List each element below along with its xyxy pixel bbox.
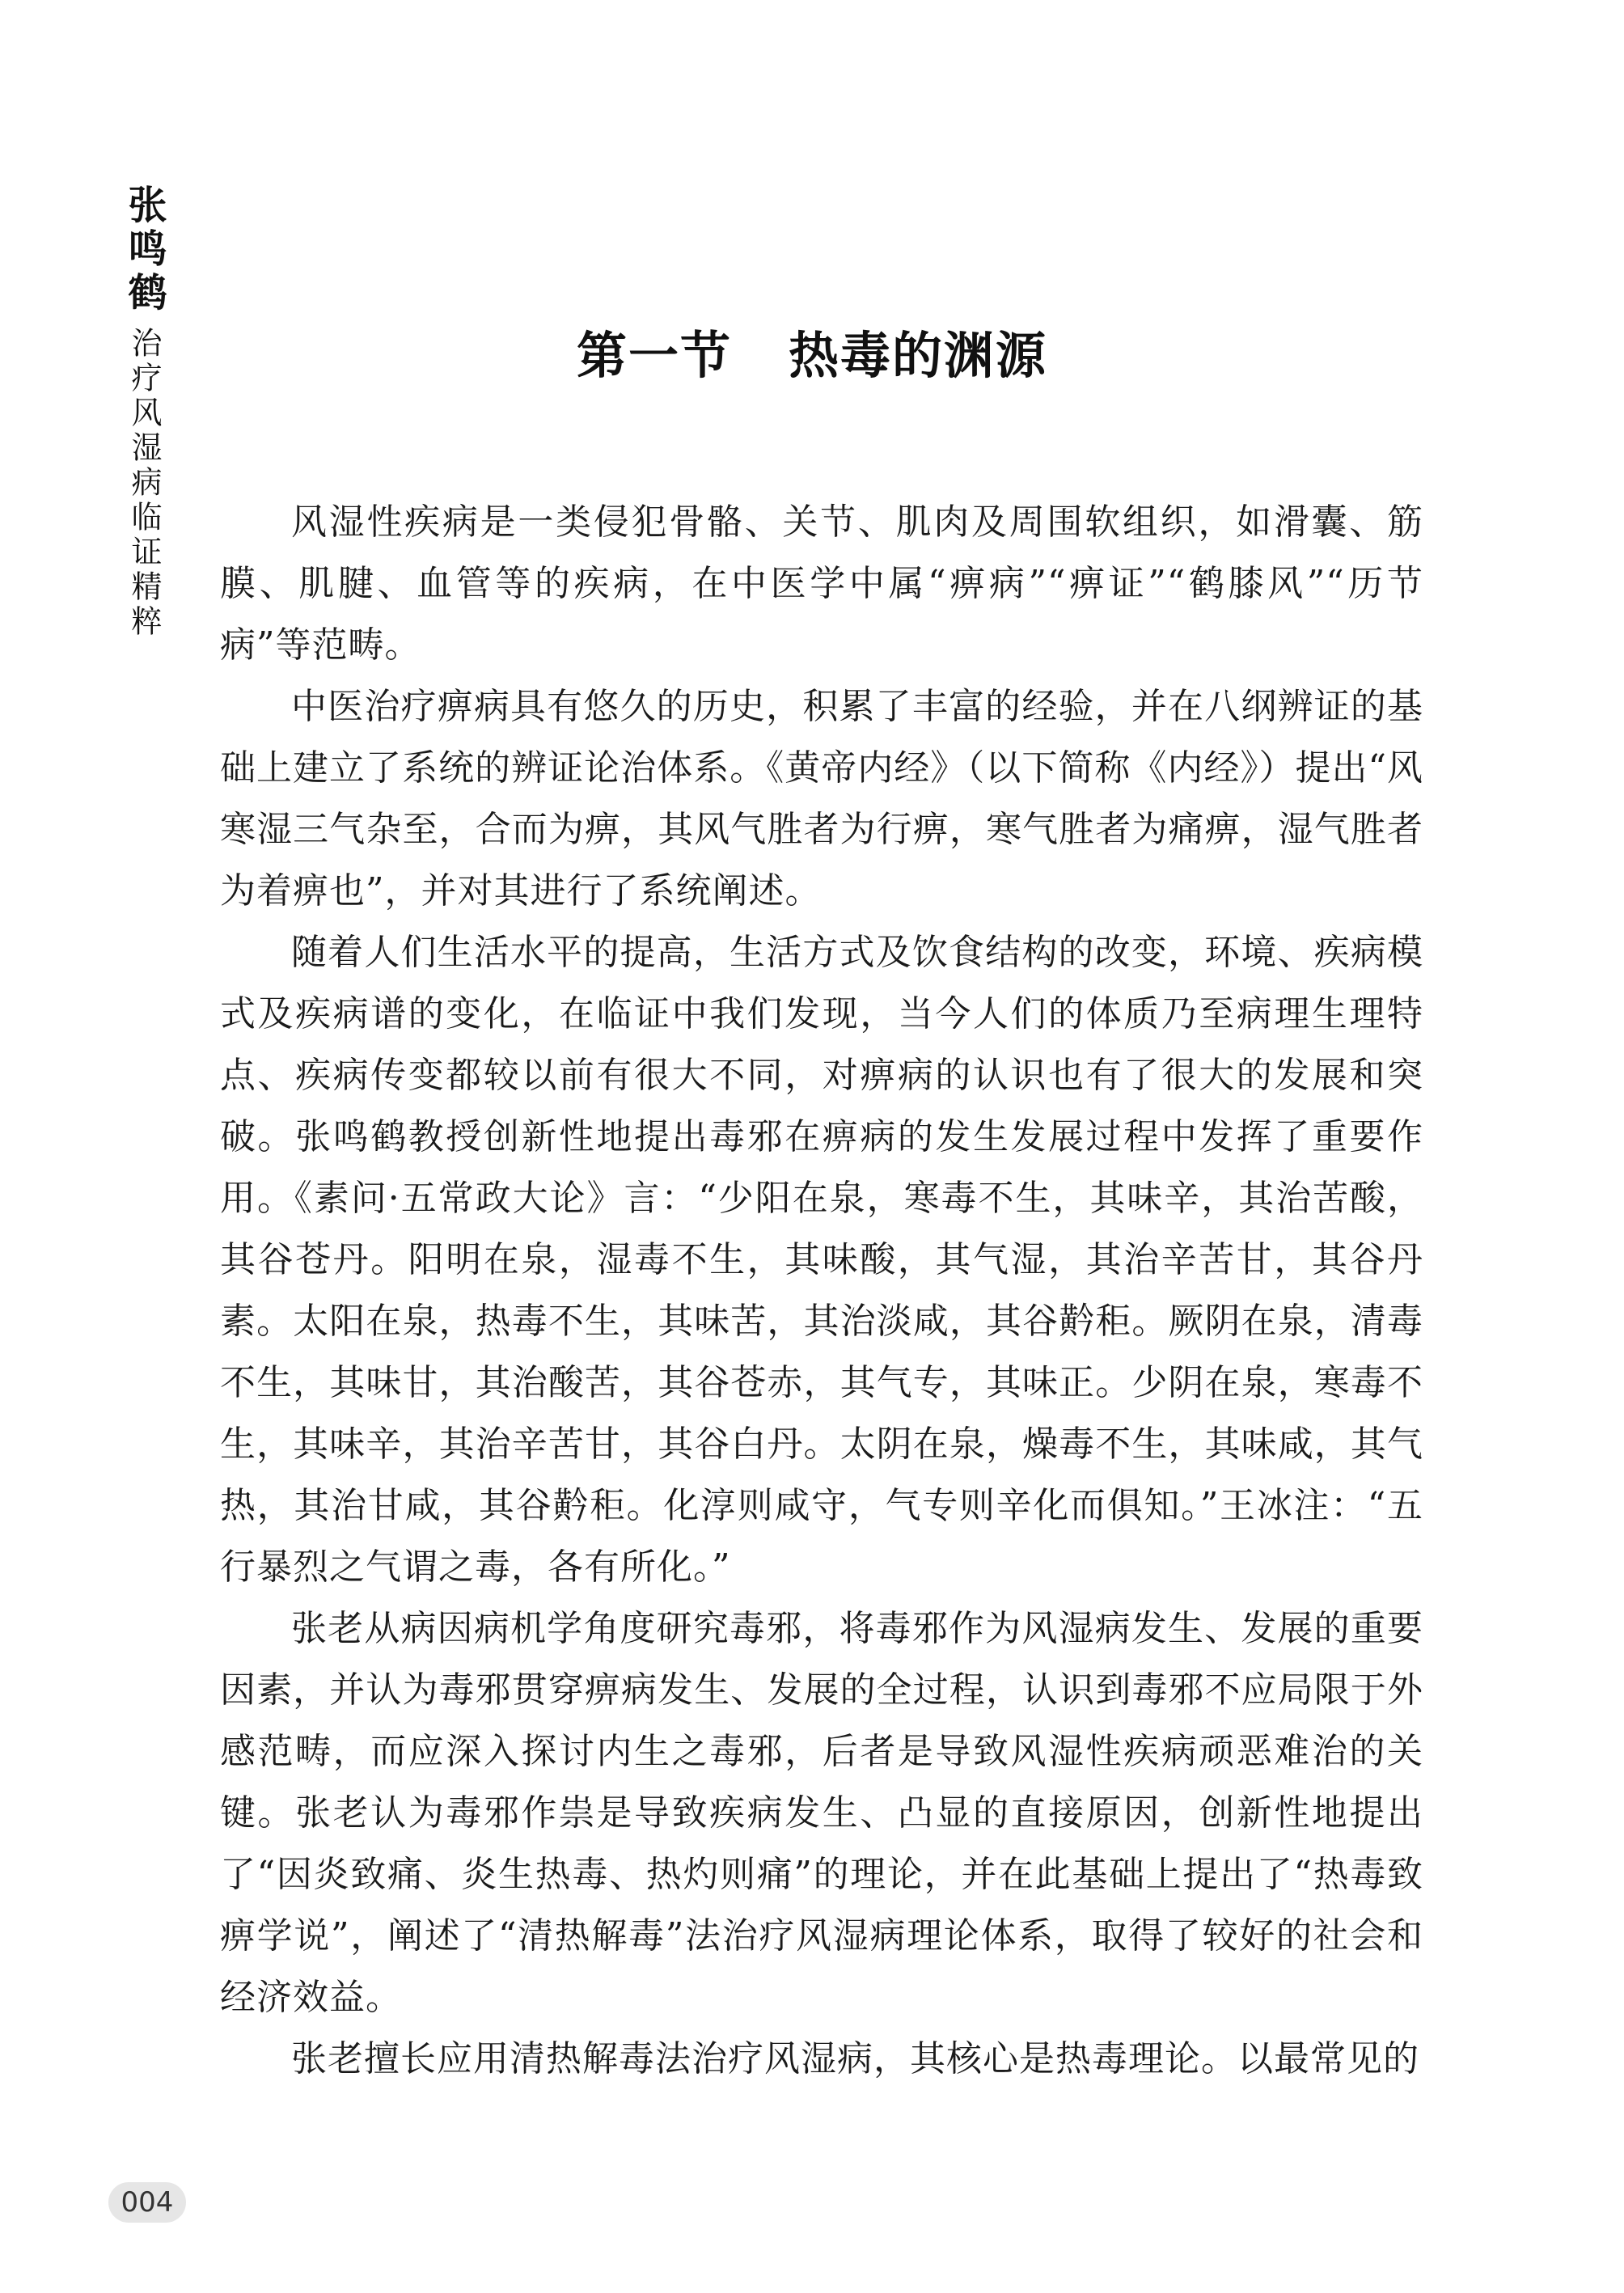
paragraph: 随着人们生活水平的提高，生活方式及饮食结构的改变，环境、疾病模式及疾病谱的变化，在临证中我们发现，当今人们的体质乃至病理生理特点、疾病传变都较以前有很大不同，对痹病的认识也有了很大的发展和突破。张鸣鹤教授创新性地提出毒邪在痹病的发生发展过程中发挥了重要作用。《素问·五常政大论》言：“少阳在泉，寒毒不生，其味辛，其治苦酸，其谷苍丹。阳明在泉，湿毒不生，其味酸，其气湿，其治辛苦甘，其谷丹素。太阳在泉，热毒不生，其味苦，其治淡咸，其谷黅秬。厥阴在泉，清毒不生，其味甘，其治酸苦，其谷苍赤，其气专，其味正。少阴在泉，寒毒不生，其味辛，其治辛苦甘，其谷白丹。太阴在泉，燥毒不生，其味咸，其气热，其治甘咸，其谷黅秬。化淳则咸守，气专则辛化而俱知。”王冰注：“五行暴烈之气谓之毒，各有所化。” bbox=[220, 932, 1423, 1588]
running-head-book-title: 治疗风湿病临证精粹 bbox=[126, 327, 162, 640]
section-title-text: 热毒的渊源 bbox=[789, 326, 1048, 385]
paragraph: 张老从病因病机学角度研究毒邪，将毒邪作为风湿病发生、发展的重要因素，并认为毒邪贯穿痹病发生、发展的全过程，认识到毒邪不应局限于外感范畴，而应深入探讨内生之毒邪，后者是导致风湿性疾病顽恶难治的关键。张老认为毒邪作祟是导致疾病发生、凸显的直接原因，创新性地提出了“因炎致痛、炎生热毒、热灼则痛”的理论，并在此基础上提出了“热毒致痹学说”，阐述了“清热解毒”法治疗风湿病理论体系，取得了较好的社会和经济效益。 bbox=[220, 1608, 1423, 2018]
paragraph: 中医治疗痹病具有悠久的历史，积累了丰富的经验，并在八纲辨证的基础上建立了系统的辨证论治体系。《黄帝内经》（以下简称《内经》）提出“风寒湿三气杂至，合而为痹，其风气胜者为行痹，寒气胜者为痛痹，湿气胜者为着痹也”，并对其进行了系统阐述。 bbox=[220, 686, 1423, 912]
section-number: 第一节 bbox=[576, 326, 732, 385]
page-number: 004 bbox=[108, 2182, 186, 2223]
running-head bbox=[120, 184, 168, 640]
paragraph: 风湿性疾病是一类侵犯骨骼、关节、肌肉及周围软组织，如滑囊、筋膜、肌腱、血管等的疾病，在中医学中属“痹病”“痹证”“鹤膝风”“历节病”等范畴。 bbox=[220, 501, 1423, 666]
running-head-author: 张鸣鹤 bbox=[121, 184, 167, 315]
body-text bbox=[220, 492, 1423, 2090]
section-heading bbox=[0, 315, 1624, 387]
paragraph: 张老擅长应用清热解毒法治疗风湿病，其核心是热毒理论。以最常见的 bbox=[291, 2038, 1419, 2079]
